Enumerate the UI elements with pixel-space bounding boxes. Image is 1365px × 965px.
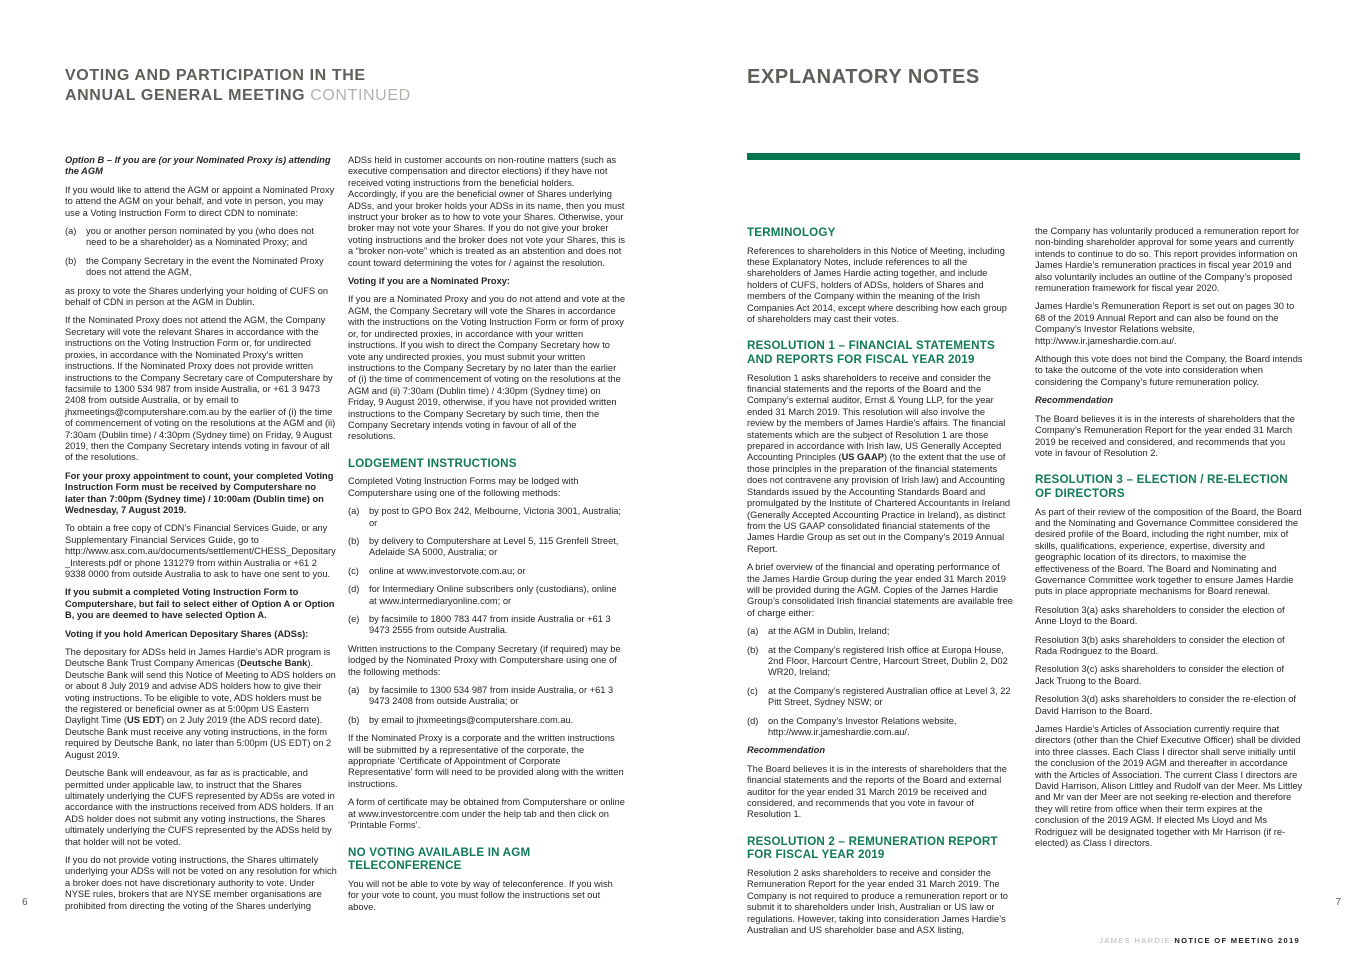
paragraph: The depositary for ADSs held in James Hardie’s ADR program is Deutsche Bank Trust Company Americas (Deutsche Bank). Deutsche Bank will send this Notice of Meeting to ADS holders on or about 8 July 2019 and advise ADS holders how to give their voting instructions. To be eligible to vote, ADS holders must be the registered or beneficial owner as at 5:00pm US Eastern Daylight Time (US EDT) on 2 July 2019 (the ADS record date). Deutsche Bank must receive any voting instructions, in the form required by Deutsche Bank, no later than 5:00pm (US EDT) on 2 August 2019. <box>65 647 336 760</box>
paragraph: Resolution 1 asks shareholders to receive and consider the financial statements and the reports of the Board and the Company’s external auditor, Ernst & Young LLP, for the year ended 31 March 2019. This resolution will also involve the review by the members of James Hardie’s affairs. The financial statements which are the subject of Resolution 1 are those prepared in accordance with Irish law, US Generally Accepted Accounting Principles (US GAAP) (to the extent that the use of those principles in the preparation of the financial statements does not contravene any provision of Irish law) and Accounting Standards issued by the Accounting Standards Board and promulgated by the Institute of Chartered Accountants in Ireland (Generally Accepted Accounting Practice in Ireland), as distinct from the US GAAP consolidated financial statements of the James Hardie Group as set out in the Company’s 2019 Annual Report. <box>747 372 1011 554</box>
paragraph: A brief overview of the financial and operating performance of the James Hardie Group during the year ended 31 March 2019 will be provided during the AGM. Copies of the James Hardie Group’s consolidated Irish financial statements are available free of charge either: <box>747 562 1013 618</box>
section-heading: RESOLUTION 2 – REMUNERATION REPORT FOR FISCAL YEAR 2019 <box>747 834 998 862</box>
list-item-label: (c) <box>747 685 758 696</box>
page-number-left: 6 <box>22 897 28 908</box>
list-item-text: by post to GPO Box 242, Melbourne, Victoria 3001, Australia; or <box>369 506 622 528</box>
list-item-label: (b) <box>747 644 759 655</box>
list-item <box>348 566 626 577</box>
list-item <box>747 645 1013 679</box>
sub-heading: Voting if you are a Nominated Proxy: <box>348 276 511 287</box>
paragraph: If the Nominated Proxy is a corporate and the written instructions will be submitted by a representative of the corporate, the appropriate ‘Certificate of Appointment of Corporate Representative’ form will need to be provided along with the written instructions. <box>348 733 624 789</box>
left-page-title-line1: VOTING AND PARTICIPATION IN THE <box>65 67 366 84</box>
section-divider-bar <box>747 153 1300 160</box>
list-item-text: by email to jhxmeetings@computershare.com.au. <box>369 714 574 725</box>
paragraph: James Hardie’s Remuneration Report is set out on pages 30 to 68 of the 2019 Annual Report and can also be found on the Company’s Investor Relations website, http://www.ir.jameshardie.com.au/. <box>1035 301 1295 346</box>
paragraph: as proxy to vote the Shares underlying your holding of CUFS on behalf of CDN in person at the AGM in Dublin. <box>65 285 329 308</box>
paragraph: The Board believes it is in the interests of shareholders that the Company’s Remuneration Report for the year ended 31 March 2019 be received and considered, and recommends that you vote in favour of Resolution 2. <box>1035 413 1295 458</box>
paragraph: You will not be able to vote by way of teleconference. If you wish for your vote to count, you must follow the instructions set out above. <box>348 878 613 912</box>
paragraph: Resolution 3(a) asks shareholders to consider the election of Anne Lloyd to the Board. <box>1035 604 1285 627</box>
section-heading: RESOLUTION 3 – ELECTION / RE-ELECTION OF DIRECTORS <box>1035 473 1288 500</box>
paragraph: ADSs held in customer accounts on non-routine matters (such as executive compensation and director elections) if they have not received voting instructions from the beneficial holders. Accordingly, if you are the beneficial owner of Shares underlying ADSs, and your broker holds your ADSs in its name, then you must instruct your broker as to how to vote your Shares. Otherwise, your broker may not vote your Shares. If you do not give your broker voting instructions and the broker does not vote your Shares, this is a “broker non-vote” which is treated as an abstention and does not count toward determining the votes for / against the resolution. <box>348 155 625 268</box>
paragraph: If the Nominated Proxy does not attend the AGM, the Company Secretary will vote the relevant Shares in accordance with the instructions on the Voting Instruction Form or, for undirected proxies, in accordance with the Nominated Proxy’s written instructions. If the Nominated Proxy does not provide written instructions to the Company Secretary care of Computershare by facsimile to 1300 534 987 from inside Australia, or +61 3 9473 2408 from outside Australia, or by email to jhxmeetings@computershare.com.au by the earlier of (i) the time of commencement of voting on the resolutions at the AGM and (ii) 7:30am (Dublin time) / 4:30pm (Sydney time) on Friday, 9 August 2019, then the Company Secretary intends voting in favour of all of the resolutions. <box>65 315 336 463</box>
paragraph: Resolution 2 asks shareholders to receive and consider the Remuneration Report for the year ended 31 March 2019. The Company is not required to produce a remuneration report or to submit it to shareholders under Irish, Australian or US law or regulations. However, taking into consideration James Hardie’s Australian and US shareholder base and ASX listing, <box>747 868 1008 936</box>
list-item <box>348 584 626 607</box>
sub-heading: Option B – If you are (or your Nominated Proxy is) attending the AGM <box>65 155 331 177</box>
list-item <box>348 715 626 726</box>
paragraph: If you are a Nominated Proxy and you do not attend and vote at the AGM, the Company Secretary will vote the Shares in accordance with the instructions on the Voting Instruction Form or form of proxy or, for undirected proxies, in accordance with your written instructions. If you wish to direct the Company Secretary how to vote any undirected proxies, you must submit your written instructions to the Company Secretary by no later than the earlier of (i) the time of commencement of voting on the resolutions at the AGM and (ii) 7:30am (Dublin time) / 4:30pm (Sydney time) on Friday, 9 August 2019, otherwise, if you have not provided written instructions to the Company Secretary by such time, then the Company Secretary intends voting in favour of all of the resolutions. <box>348 294 626 442</box>
list-item <box>348 685 626 708</box>
paragraph: the Company has voluntarily produced a remuneration report for non-binding shareholder approval for some years and currently intends to continue to do so. This report provides information on James Hardie’s remuneration practices in fiscal year 2019 and also voluntarily includes an outline of the Company’s proposed remuneration framework for fiscal year 2020. <box>1035 226 1300 294</box>
list-item-label: (a) <box>65 226 77 237</box>
left-page-column-1 <box>65 155 337 919</box>
paragraph: Deutsche Bank will endeavour, as far as is practicable, and permitted under applicable law, to instruct that the Shares ultimately underlying the CUFS represented by ADSs are voted in accordance with the instructions received from ADS holders. If an ADS holder does not submit any voting instructions, the Shares ultimately underlying the CUFS represented by the ADSs held by that holder will not be voted. <box>65 768 335 847</box>
list-item <box>747 626 1013 637</box>
paragraph: If you do not provide voting instructions, the Shares ultimately underlying your ADSs will not be voted on any resolution for which a broker does not have discretionary authority to vote. Under NYSE rules, brokers that are NYSE member organisations are prohibited from directing the voting of the Shares underlying <box>65 854 337 911</box>
list-item-label: (a) <box>348 506 360 517</box>
list-item-text: by facsimile to 1300 534 987 from inside Australia, or +61 3 9473 2408 from outside Australia; or <box>369 685 614 707</box>
list-item-text: by delivery to Computershare at Level 5, 115 Grenfell Street, Adelaide SA 5000, Australia; or <box>369 535 619 558</box>
paragraph: A form of certificate may be obtained from Computershare or online at www.investorcentre.com under the help tab and then click on ‘Printable Forms’. <box>348 797 625 831</box>
section-heading: LODGEMENT INSTRUCTIONS <box>348 456 517 470</box>
list-item-text: the Company Secretary in the event the Nominated Proxy does not attend the AGM, <box>86 255 324 278</box>
footer-brand-doc-title: NOTICE OF MEETING 2019 <box>1174 936 1300 945</box>
list-item <box>348 614 626 637</box>
recommendation-heading: Recommendation <box>747 745 826 756</box>
paragraph: Written instructions to the Company Secretary (if required) may be lodged by the Nominated Proxy with Computershare using one of the following methods: <box>348 643 621 677</box>
section-heading: NO VOTING AVAILABLE IN AGM TELECONFERENCE <box>348 845 531 873</box>
list-item-label: (b) <box>348 535 360 546</box>
list-item-label: (b) <box>348 714 360 725</box>
paragraph: If you submit a completed Voting Instruction Form to Computershare, but fail to select either of Option A or Option B, you are deemed to have selected Option A. <box>65 587 335 621</box>
paragraph: As part of their review of the composition of the Board, the Board and the Nominating and Governance Committee considered the desired profile of the Board, including the right number, mix of skills, qualifications, experience, expertise, diversity and geographic location of its directors, to maximise the effectiveness of the Board. The Board and Nominating and Governance Committee work together to ensure James Hardie puts in place appropriate mechanisms for Board renewal. <box>1035 506 1302 597</box>
list-item-label: (e) <box>348 614 360 624</box>
footer-brand-company: JAMES HARDIE <box>1099 936 1175 945</box>
left-page-column-2 <box>348 155 626 920</box>
list-item <box>348 506 626 529</box>
list-item <box>65 226 337 249</box>
paragraph: References to shareholders in this Notice of Meeting, including these Explanatory Notes, include references to all the shareholders of James Hardie acting together, and include holders of CUFS, holders of ADSs, holders of Shares and members of the Company within the meaning of the Irish Companies Act 2014, except where describing how each group of shareholders may cast their votes. <box>747 245 1007 325</box>
section-heading: TERMINOLOGY <box>747 226 836 239</box>
list-item <box>348 536 626 559</box>
right-page-column-1 <box>747 226 1013 943</box>
list-item-text: online at www.investorvote.com.au; or <box>369 565 526 576</box>
title-continued-label: CONTINUED <box>305 86 411 104</box>
list-item-text: on the Company’s Investor Relations website, http://www.ir.jameshardie.com.au/. <box>768 715 957 737</box>
left-page-title-line2: ANNUAL GENERAL MEETING CONTINUED <box>65 86 411 104</box>
list-item-label: (a) <box>747 626 759 637</box>
list-item-label: (c) <box>348 565 359 576</box>
page-number-right: 7 <box>1335 897 1341 908</box>
paragraph: Resolution 3(c) asks shareholders to consider the election of Jack Truong to the Board. <box>1035 664 1285 686</box>
list-item <box>747 686 1013 709</box>
recommendation-heading: Recommendation <box>1035 395 1114 406</box>
list-item-text: at the Company’s registered Irish office at Europa House, 2nd Floor, Harcourt Centre, Harcourt Street, Dublin 2, D02 WR20, Ireland; <box>768 644 1008 678</box>
list-item-text: at the Company’s registered Australian office at Level 3, 22 Pitt Street, Sydney NSW; or <box>768 685 1011 708</box>
list-item-text: you or another person nominated by you (who does not need to be a shareholder) as a Nominated Proxy; and <box>86 226 314 248</box>
list-item-text: by facsimile to 1800 783 447 from inside Australia or +61 3 9473 2555 from outside Australia. <box>369 614 611 636</box>
sub-heading: Voting if you hold American Depositary Shares (ADSs): <box>65 628 309 639</box>
paragraph: Resolution 3(b) asks shareholders to consider the election of Rada Rodriguez to the Board. <box>1035 634 1285 656</box>
paragraph: James Hardie’s Articles of Association currently require that directors (other than the Chief Executive Officer) shall be divided into three classes. Each Class I director shall serve initially until the conclusion of the 2019 AGM and thereafter in accordance with the Articles of Association. The current Class I directors are David Harrison, Alison Littley and Rudolf van der Meer. Ms Littley and Mr van der Meer are not seeking re-election and therefore they will retire from office when their term expires at the conclusion of the 2019 AGM. If elected Ms Lloyd and Ms Rodriguez will be designated together with Mr Harrison (if re-elected) as Class I directors. <box>1035 724 1303 849</box>
list-item <box>747 716 1013 739</box>
list-item-label: (d) <box>747 715 759 726</box>
paragraph: Although this vote does not bind the Company, the Board intends to take the outcome of the vote into consideration when considering the Company’s future remuneration policy. <box>1035 354 1303 387</box>
list-item-text: for Intermediary Online subscribers only (custodians), online at www.intermediaryonline.com; or <box>369 584 617 606</box>
list-item-label: (b) <box>65 255 77 266</box>
paragraph: Completed Voting Instruction Forms may be lodged with Computershare using one of the following methods: <box>348 476 579 498</box>
footer-brand <box>1099 936 1300 945</box>
section-heading: RESOLUTION 1 – FINANCIAL STATEMENTS AND REPORTS FOR FISCAL YEAR 2019 <box>747 339 995 367</box>
paragraph: To obtain a free copy of CDN’s Financial Services Guide, or any Supplementary Financial Services Guide, go to http://www.asx.com.au/documents/settlement/CHESS_Depositary_Interests.pdf or phone 131279 from within Australia or +61 2 9338 0000 from outside Australia to ask to have one sent to you. <box>65 523 336 579</box>
right-page-title: EXPLANATORY NOTES <box>747 66 980 88</box>
paragraph: The Board believes it is in the interests of shareholders that the financial statements and the reports of the Board and external auditor for the year ended 31 March 2019 be received and considered, and recommends that you vote in favour of Resolution 1. <box>747 763 1007 820</box>
paragraph: For your proxy appointment to count, your completed Voting Instruction Form must be received by Computershare no later than 7:00pm (Sydney time) / 10:00am (Dublin time) on Wednesday, 7 August 2019. <box>65 470 334 515</box>
list-item-text: at the AGM in Dublin, Ireland; <box>768 626 890 637</box>
list-item <box>65 256 337 279</box>
list-item-label: (d) <box>348 584 360 595</box>
left-page-title <box>65 66 411 105</box>
paragraph: Resolution 3(d) asks shareholders to consider the re-election of David Harrison to the Board. <box>1035 694 1296 716</box>
right-page-column-2 <box>1035 226 1303 856</box>
paragraph: If you would like to attend the AGM or appoint a Nominated Proxy to attend the AGM on your behalf, and vote in person, you may use a Voting Instruction Form to direct CDN to nominate: <box>65 184 335 218</box>
list-item-label: (a) <box>348 685 360 696</box>
